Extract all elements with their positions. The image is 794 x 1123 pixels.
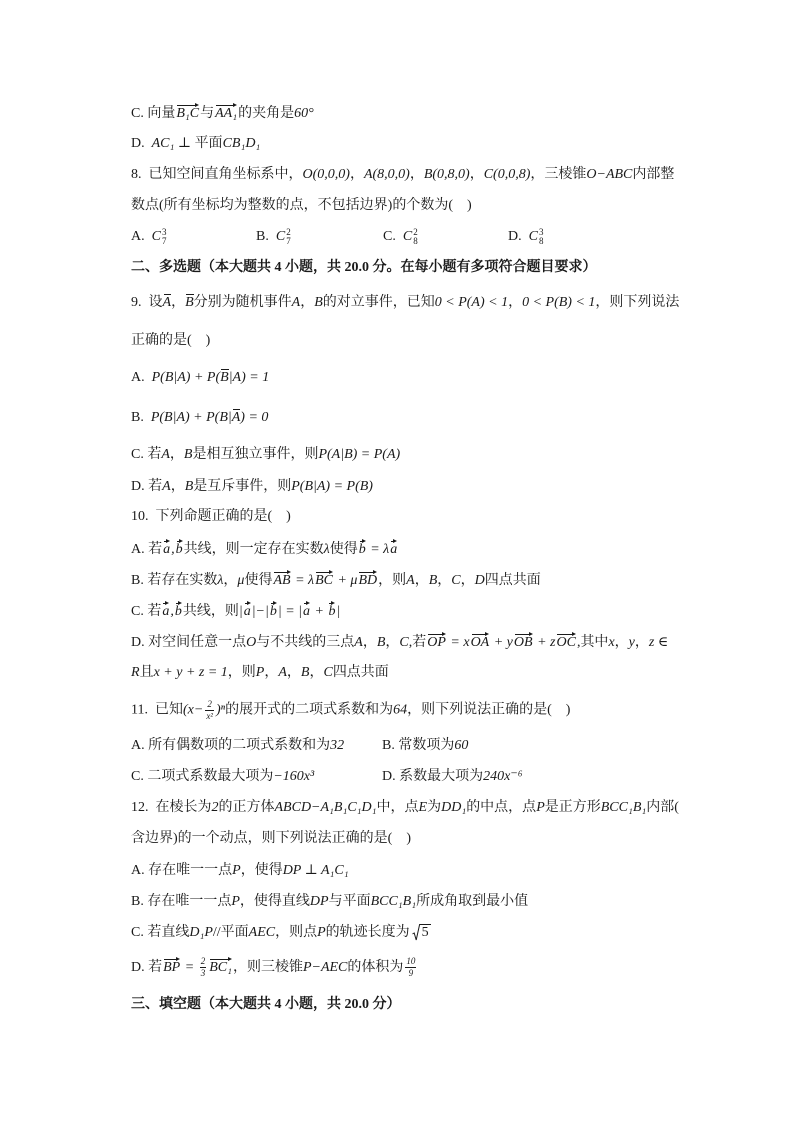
math-run: O−ABC xyxy=(586,167,633,182)
vector-notation: BD xyxy=(358,570,377,588)
combination-indices xyxy=(286,228,291,246)
text-run: C. 若直线 xyxy=(131,925,190,940)
math-run: + y xyxy=(490,635,513,650)
text-run: ， xyxy=(634,635,649,650)
text-run: 的正方体 xyxy=(218,800,275,815)
text-run: ， xyxy=(349,167,364,182)
math-run: BCC₁B₁ xyxy=(600,800,647,815)
text-run: ，三棱锥 xyxy=(530,167,587,182)
text-run: A. 若 xyxy=(131,542,163,557)
text-run: ， xyxy=(223,573,238,588)
text-run: 10. 下列命题正确的是( ) xyxy=(131,509,291,524)
math-run: 0 < P(A) < 1 xyxy=(434,295,509,310)
math-run: |−| xyxy=(251,604,269,619)
q10-option-B xyxy=(131,570,541,590)
text-run: ，使得直线 xyxy=(239,894,310,909)
complement-event-symbol: A xyxy=(162,295,172,310)
text-run: ，则下列说法 xyxy=(595,295,680,310)
math-run: μ xyxy=(237,573,245,588)
text-run: 内部( xyxy=(646,800,679,815)
q8-option-C xyxy=(383,227,418,247)
combination-subscript: 7 xyxy=(286,235,291,246)
math-run: P xyxy=(232,863,241,878)
text-run: ， xyxy=(385,635,400,650)
vector-notation: OB xyxy=(514,632,533,650)
text-run: 平面 xyxy=(194,136,223,151)
text-run: 正确的是( ) xyxy=(131,333,211,348)
fraction xyxy=(205,700,214,721)
math-run: 60 xyxy=(454,738,469,753)
text-run: 中，点 xyxy=(376,800,419,815)
math-run: + xyxy=(311,604,328,619)
text-run: 12. 在棱长为 xyxy=(131,800,212,815)
q7-option-C xyxy=(131,103,314,123)
math-run: | xyxy=(238,604,243,619)
vector-notation: a xyxy=(244,601,251,619)
text-run: C. 若 xyxy=(131,604,162,619)
combination-indices xyxy=(413,228,418,246)
q10-option-D-line-2 xyxy=(131,663,389,683)
text-run: D. xyxy=(131,136,152,151)
q12-option-A xyxy=(131,861,349,881)
vector-notation: b xyxy=(176,539,183,557)
math-run: B xyxy=(428,573,438,588)
q9-stem-line-1 xyxy=(131,293,679,313)
combination-indices xyxy=(162,228,167,246)
text-run: 与平面 xyxy=(328,894,371,909)
q11-option-C xyxy=(131,767,314,787)
text-run: 的轨迹长度为 xyxy=(325,925,410,940)
q8-option-B xyxy=(256,227,291,247)
vector-notation: BP xyxy=(163,957,180,975)
text-run: B. xyxy=(256,229,276,244)
math-run: 32 xyxy=(330,738,345,753)
text-run: B. xyxy=(131,410,151,425)
text-run: 8. 已知空间直角坐标系中， xyxy=(131,167,303,182)
combination-notation xyxy=(152,227,167,247)
text-run: 四点共面 xyxy=(332,665,389,680)
text-run: A. xyxy=(131,370,152,385)
q8-option-A xyxy=(131,227,166,247)
math-run: D₁P xyxy=(189,925,213,940)
combination-superscript: 2 xyxy=(286,226,291,237)
vector-notation: a xyxy=(162,601,169,619)
math-run: B xyxy=(184,479,194,494)
math-run: O xyxy=(246,635,257,650)
text-run: 使得 xyxy=(244,573,273,588)
math-run: z ∈ xyxy=(648,635,669,650)
vector-notation: OA xyxy=(471,632,490,650)
text-run: 所成角取到最小值 xyxy=(416,894,529,909)
text-run: C. 二项式系数最大项为 xyxy=(131,769,274,784)
text-run: 与不共线的三点 xyxy=(256,635,355,650)
complement-event-symbol: B xyxy=(185,295,194,310)
text-run: C. xyxy=(383,229,403,244)
math-run: = xyxy=(181,960,198,975)
math-run: P(B|A) + P( xyxy=(151,370,221,385)
text-run: ， xyxy=(437,573,452,588)
combination-base: C xyxy=(528,229,538,244)
vector-notation: b xyxy=(270,601,277,619)
text-run: 四点共面 xyxy=(484,573,541,588)
radicand: 5 xyxy=(421,925,429,941)
math-run: ) = 0 xyxy=(240,410,269,425)
text-run: ， xyxy=(264,665,279,680)
text-run: //平面 xyxy=(212,925,249,940)
complement-event-symbol: B xyxy=(220,370,229,385)
text-run: ， xyxy=(309,665,324,680)
math-run: A(8,0,0) xyxy=(363,167,410,182)
text-run: D. 若 xyxy=(131,960,163,975)
combination-subscript: 8 xyxy=(538,235,544,246)
math-run: P xyxy=(317,925,326,940)
math-run: −160x³ xyxy=(273,769,315,784)
text-run: ， xyxy=(170,479,185,494)
math-run: P xyxy=(231,894,240,909)
fraction-numerator: 2 xyxy=(200,956,206,967)
combination-base: C xyxy=(151,229,161,244)
text-run: ， xyxy=(414,573,429,588)
combination-superscript: 3 xyxy=(161,226,167,237)
complement-event-symbol: A xyxy=(231,410,241,425)
q12-option-D xyxy=(131,957,418,977)
text-run: 内部整 xyxy=(632,167,675,182)
math-run: DP ⊥ A₁C₁ xyxy=(282,863,349,878)
q11-option-D xyxy=(382,767,523,787)
combination-notation xyxy=(403,227,418,247)
math-run: C xyxy=(451,573,461,588)
math-run: DP xyxy=(309,894,329,909)
text-run: 的夹角是 xyxy=(238,106,295,121)
math-run: B(0,8,0) xyxy=(423,167,470,182)
math-run: = λ xyxy=(291,573,315,588)
vector-notation: a xyxy=(163,539,170,557)
q8-stem-line-2 xyxy=(131,196,472,216)
text-run: C. 向量 xyxy=(131,106,176,121)
q11-option-B xyxy=(382,736,468,756)
text-run: 的中点，点 xyxy=(466,800,537,815)
text-run: 是正方形 xyxy=(544,800,601,815)
math-run: (x− xyxy=(182,702,204,718)
text-run: ， xyxy=(508,295,523,310)
math-run: A xyxy=(406,573,415,588)
q12-stem-line-2 xyxy=(131,829,411,849)
text-run: ，则 xyxy=(378,573,407,588)
q12-stem-line-1 xyxy=(131,798,679,818)
section-heading-fill-in-blank: 三、填空题（本大题共 4 小题，共 20.0 分） xyxy=(131,997,401,1012)
math-run: , xyxy=(171,542,175,557)
text-run: B. 若存在实数 xyxy=(131,573,218,588)
text-run: ， xyxy=(300,295,315,310)
math-run: C(0,0,8) xyxy=(483,167,531,182)
combination-subscript: 8 xyxy=(413,235,418,246)
text-run: ， xyxy=(409,167,424,182)
math-run: = λ xyxy=(366,542,390,557)
math-run: O(0,0,0) xyxy=(302,167,350,182)
text-run: D. xyxy=(508,229,529,244)
math-run: DD₁ xyxy=(441,800,467,815)
math-run: , xyxy=(170,604,174,619)
vector-notation: AA₁ xyxy=(215,103,237,121)
combination-superscript: 2 xyxy=(413,226,418,237)
math-run: AC₁ ⊥ xyxy=(151,136,195,151)
math-run: y xyxy=(628,635,635,650)
vector-notation: b xyxy=(175,601,182,619)
math-run: ABCD−A₁B₁C₁D₁ xyxy=(274,800,377,815)
text-run: D. 系数最大项为 xyxy=(382,769,484,784)
math-run: 64 xyxy=(393,702,408,718)
fraction-denominator: 3 xyxy=(200,968,206,979)
q10-option-C xyxy=(131,601,340,621)
q11-stem xyxy=(131,700,570,720)
math-run: 0 < P(B) < 1 xyxy=(522,295,596,310)
text-run: 与 xyxy=(200,106,215,121)
math-run: C xyxy=(323,665,333,680)
combination-indices xyxy=(539,228,544,246)
math-run: P xyxy=(255,665,265,680)
text-run: 是相互独立事件，则 xyxy=(192,447,319,462)
vector-notation: OC xyxy=(556,632,575,650)
text-run: ，则 xyxy=(227,665,256,680)
combination-notation xyxy=(529,227,544,247)
text-run: D. 若 xyxy=(131,479,163,494)
q11-option-A xyxy=(131,736,344,756)
text-run: ，则下列说法正确的是( ) xyxy=(407,702,571,718)
math-run: P−AEC xyxy=(302,960,348,975)
text-run: B. 存在唯一一点 xyxy=(131,894,232,909)
math-run: + μ xyxy=(333,573,358,588)
text-run: A. 所有偶数项的二项式系数和为 xyxy=(131,738,331,753)
math-run: )ⁿ xyxy=(216,702,226,718)
text-run: 是互斥事件，则 xyxy=(193,479,292,494)
q10-stem xyxy=(131,507,291,527)
fraction xyxy=(200,957,207,978)
math-run: E xyxy=(418,800,428,815)
vector-notation: AB xyxy=(273,570,290,588)
math-run: | xyxy=(336,604,341,619)
vector-notation: a xyxy=(303,601,310,619)
text-run: ,若 xyxy=(408,635,427,650)
math-run: B xyxy=(314,295,323,310)
math-run: D xyxy=(474,573,485,588)
q7-option-D xyxy=(131,134,260,154)
radical-sign-icon xyxy=(412,924,420,941)
text-run: ， xyxy=(362,635,377,650)
vector-notation: BC₁ xyxy=(209,957,232,975)
text-run: 含边界)的一个动点，则下列说法正确的是( ) xyxy=(131,831,411,846)
text-run: 分别为随机事件 xyxy=(193,295,292,310)
text-run: 使得 xyxy=(329,542,358,557)
combination-base: C xyxy=(402,229,413,244)
text-run: 共线，则一定存在实数 xyxy=(183,542,324,557)
math-run: λ xyxy=(323,542,330,557)
math-run: B xyxy=(300,665,310,680)
text-run: 且 xyxy=(139,665,154,680)
combination-subscript: 7 xyxy=(161,235,167,246)
math-run: B xyxy=(376,635,386,650)
text-run: ， xyxy=(286,665,301,680)
math-run: |A) = 1 xyxy=(228,370,270,385)
math-run: A xyxy=(161,447,170,462)
math-run: P(B|A) + P(B| xyxy=(150,410,232,425)
combination-superscript: 3 xyxy=(538,226,544,237)
math-run: P xyxy=(536,800,545,815)
text-run: ，则三棱锥 xyxy=(232,960,303,975)
math-run: | = | xyxy=(277,604,303,619)
math-run: AEC xyxy=(248,925,276,940)
math-run: 240x⁻⁶ xyxy=(483,769,523,784)
text-run: D. 对空间任意一点 xyxy=(131,635,247,650)
text-run: ,其中 xyxy=(576,635,609,650)
text-run: A. 存在唯一一点 xyxy=(131,863,233,878)
combination-notation xyxy=(276,227,291,247)
text-run: 数点(所有坐标均为整数的点，不包括边界)的个数为( ) xyxy=(131,198,472,213)
math-run: = x xyxy=(446,635,470,650)
text-run: 共线，则 xyxy=(182,604,239,619)
math-run: BCC₁B₁ xyxy=(370,894,417,909)
q9-option-D xyxy=(131,477,373,497)
math-run: A xyxy=(162,479,171,494)
text-run: 的展开式的二项式系数和为 xyxy=(225,702,394,718)
vector-notation: OP xyxy=(427,632,446,650)
text-run: C. 若 xyxy=(131,447,162,462)
math-run: 2 xyxy=(211,800,219,815)
q8-stem-line-1 xyxy=(131,165,674,185)
q9-stem-line-2 xyxy=(131,331,210,351)
vector-notation: a xyxy=(390,539,397,557)
text-run: 9. 设 xyxy=(131,295,163,310)
text-run: ， xyxy=(171,295,186,310)
math-run: A xyxy=(278,665,287,680)
math-run: R xyxy=(131,665,140,680)
math-run: x xyxy=(608,635,615,650)
text-run: ， xyxy=(469,167,484,182)
text-run: ，使得 xyxy=(240,863,283,878)
text-run: 为 xyxy=(427,800,442,815)
section-heading-multiple-choice: 二、多选题（本大题共 4 小题，共 20.0 分。在每小题有多项符合题目要求） xyxy=(131,260,597,275)
vector-notation: b xyxy=(359,539,366,557)
math-run: λ xyxy=(217,573,224,588)
text-run: ， xyxy=(460,573,475,588)
math-run: x + y + z = 1 xyxy=(153,665,228,680)
square-root-expression xyxy=(412,924,431,941)
math-run: CB₁D₁ xyxy=(222,136,261,151)
q8-option-D xyxy=(508,227,543,247)
fraction-numerator: 2 xyxy=(207,699,212,709)
q10-option-A xyxy=(131,539,398,559)
text-run: ，则点 xyxy=(275,925,318,940)
q12-option-B xyxy=(131,892,528,912)
math-run: P(B|A) = P(B) xyxy=(291,479,373,494)
text-run: B. 常数项为 xyxy=(382,738,455,753)
text-run: ， xyxy=(614,635,629,650)
math-run: B xyxy=(183,447,193,462)
text-run: A. xyxy=(131,229,152,244)
math-run: C xyxy=(399,635,409,650)
fraction-numerator: 10 xyxy=(406,956,416,967)
combination-base: C xyxy=(275,229,286,244)
math-run: P(A|B) = P(A) xyxy=(318,447,401,462)
text-run: 的对立事件，已知 xyxy=(322,295,435,310)
q9-option-A xyxy=(131,368,269,388)
q12-option-C xyxy=(131,923,431,943)
q9-option-B xyxy=(131,408,268,428)
vector-notation: B₁C xyxy=(176,103,199,121)
math-run: A xyxy=(291,295,301,310)
text-run: 11. 已知 xyxy=(131,702,183,718)
q10-option-D-line-1 xyxy=(131,632,668,652)
math-run: + z xyxy=(533,635,556,650)
math-run: 60° xyxy=(294,106,314,121)
math-run: A xyxy=(354,635,363,650)
vector-notation: BC xyxy=(315,570,333,588)
text-run: 的体积为 xyxy=(347,960,404,975)
vector-notation: b xyxy=(328,601,335,619)
q9-option-C xyxy=(131,445,400,465)
fraction-denominator: 9 xyxy=(405,967,416,978)
fraction-denominator: x² xyxy=(206,711,214,721)
fraction xyxy=(405,957,416,978)
text-run: ， xyxy=(169,447,184,462)
